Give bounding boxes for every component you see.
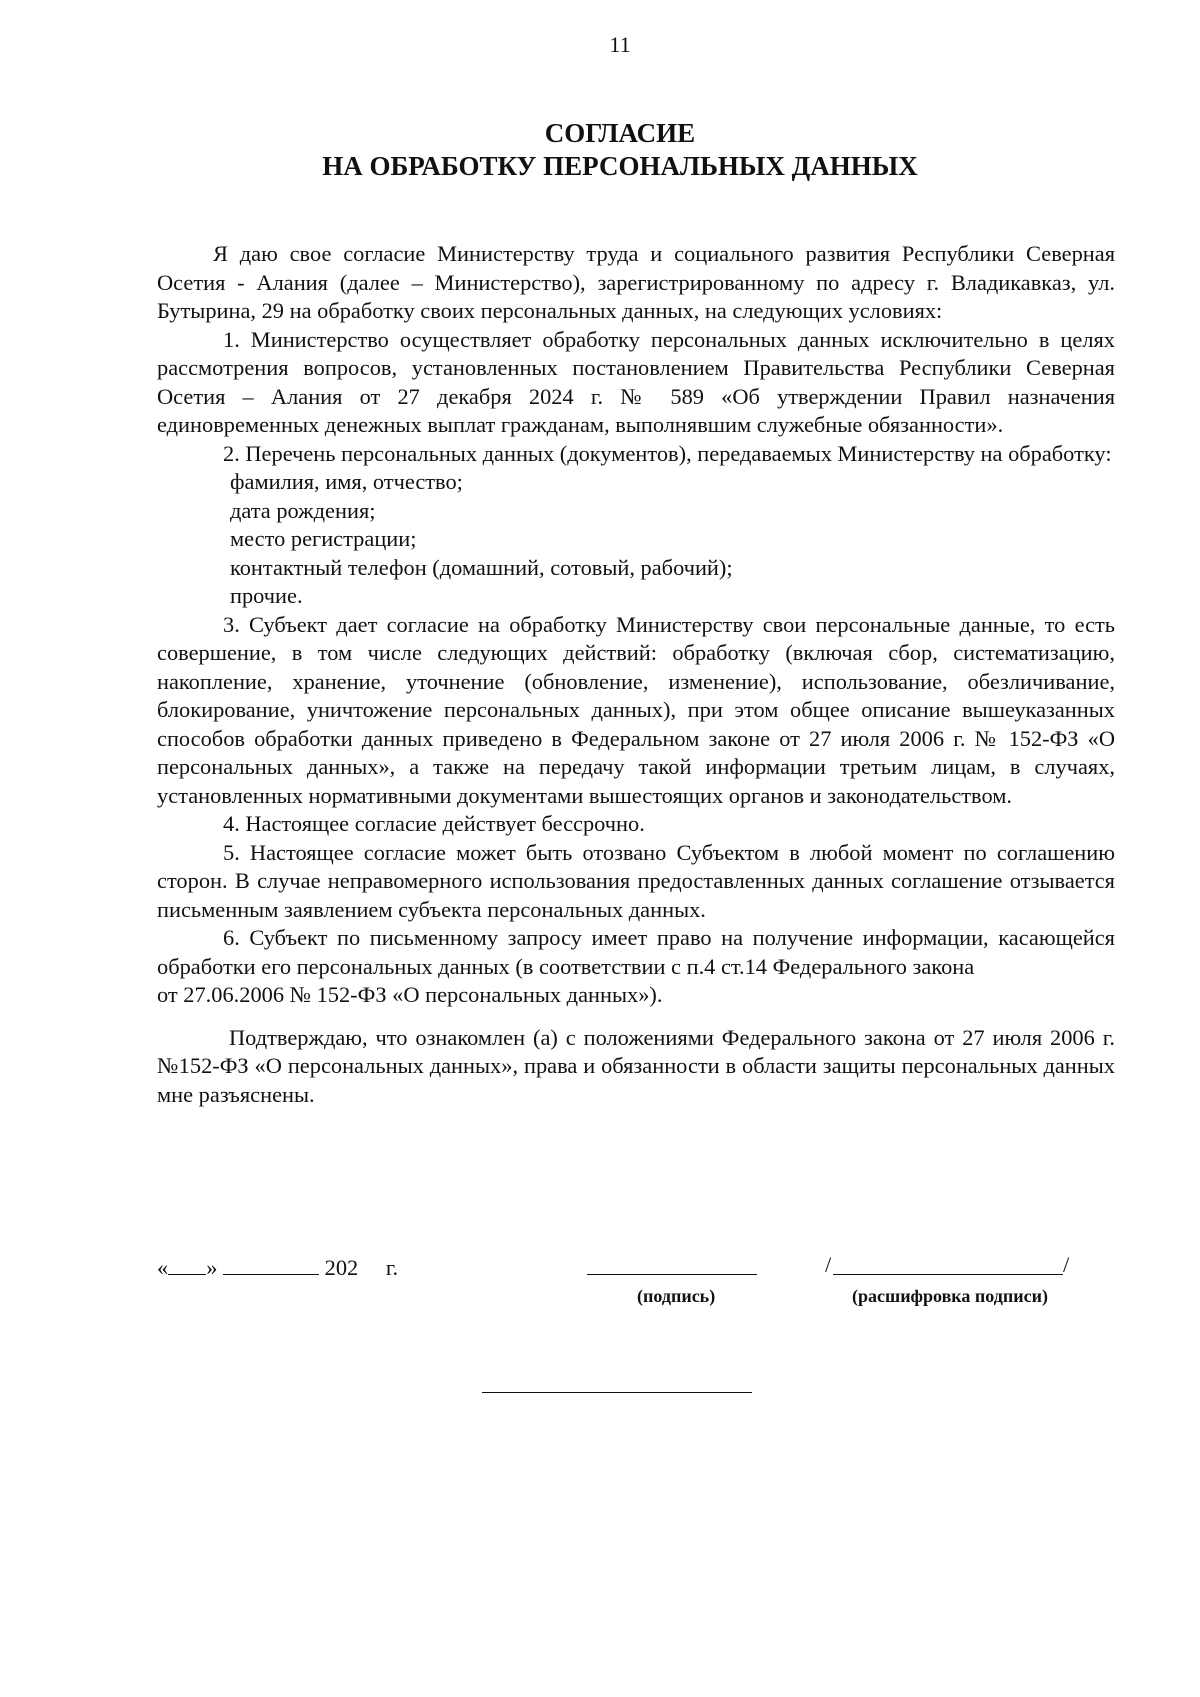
- title-line-2: НА ОБРАБОТКУ ПЕРСОНАЛЬНЫХ ДАННЫХ: [322, 151, 918, 181]
- open-quote: «: [157, 1255, 169, 1280]
- list-item: контактный телефон (домашний, сотовый, рабочий);: [230, 554, 733, 580]
- document-title: [0, 117, 1200, 183]
- year-blank[interactable]: [358, 1253, 380, 1275]
- clause-4: 4. Настоящее согласие действует бессрочно.: [223, 811, 645, 836]
- year-prefix: 202: [324, 1255, 359, 1280]
- list-item: дата рождения;: [230, 497, 376, 523]
- close-quote: »: [206, 1255, 218, 1280]
- intro-paragraph: Я даю свое согласие Министерству труда и социального развития Республики Северная Осетия - Алания (далее – Министерство), зарегистрированному по адресу г. Владикавказ, ул. Бутырина, 29 на обработку своих персональных данных, на следующих условиях:: [157, 241, 1115, 323]
- list-item: прочие.: [230, 583, 303, 608]
- personal-data-list: [157, 468, 1115, 611]
- clause-6: 6. Субъект по письменному запросу имеет право на получение информации, касающейся обработки его персональных данных (в соответствии с п.4 ст.14 Федерального закона: [157, 925, 1115, 979]
- clause-2: 2. Перечень персональных данных (документов), передаваемых Министерству на обработку:: [223, 440, 1112, 466]
- clause-5: 5. Настоящее согласие может быть отозвано Субъектом в любой момент по соглашению сторон. В случае неправомерного использования предоставленных данных соглашение отзывается письменным заявлением субъекта персональных данных.: [157, 839, 1115, 922]
- confirmation-paragraph: Подтверждаю, что ознакомлен (а) с положениями Федерального закона от 27 июля 2006 г. №152-ФЗ «О персональных данных», права и обязанности в области защиты персональных данных мне разъяснены.: [157, 1024, 1115, 1107]
- clause-1: 1. Министерство осуществляет обработку персональных данных исключительно в целях рассмотрения вопросов, установленных постановлением Правительства Республики Северная Осетия – Алания от 27 декабря 2024 г. № 589 «Об утверждении Правил назначения единовременных денежных выплат гражданам, выполнявшим служебные обязанности».: [157, 326, 1115, 437]
- signature-caption: (подпись): [637, 1286, 716, 1306]
- bottom-separator-line: [482, 1392, 752, 1393]
- decoding-slash-left: /: [825, 1252, 832, 1277]
- year-suffix: г.: [385, 1255, 399, 1280]
- list-item: место регистрации;: [230, 526, 417, 551]
- decoding-line[interactable]: [833, 1274, 1063, 1275]
- clause-6-continuation: от 27.06.2006 № 152-ФЗ «О персональных данных»).: [157, 982, 663, 1007]
- signature-line[interactable]: [587, 1274, 757, 1275]
- clause-3: 3. Субъект дает согласие на обработку Министерству свои персональные данные, то есть совершение, в том числе следующих действий: обработку (включая сбор, систематизацию, накопление, хранение, уточнение (обновление, изменение), использование, обезличивание, блокирование, уничтожение персональных данных), при этом общее описание вышеуказанных способов обработки данных приведено в Федеральном законе от 27 июля 2006 г. № 152-ФЗ «О персональных данных», а также на передачу такой информации третьим лицам, в случаях, установленных нормативными документами вышестоящих органов и законодательством.: [157, 611, 1115, 808]
- title-line-1: СОГЛАСИЕ: [544, 118, 696, 148]
- list-item: фамилия, имя, отчество;: [230, 469, 463, 494]
- signature-row: [157, 1252, 1117, 1316]
- day-blank[interactable]: [168, 1252, 206, 1275]
- document-body: [157, 240, 1115, 1109]
- decoding-slash-right: /: [1063, 1252, 1070, 1277]
- page-number: 11: [609, 32, 631, 57]
- decoding-caption: (расшифровка подписи): [852, 1286, 1048, 1306]
- date-field: [157, 1252, 398, 1281]
- month-blank[interactable]: [223, 1252, 319, 1275]
